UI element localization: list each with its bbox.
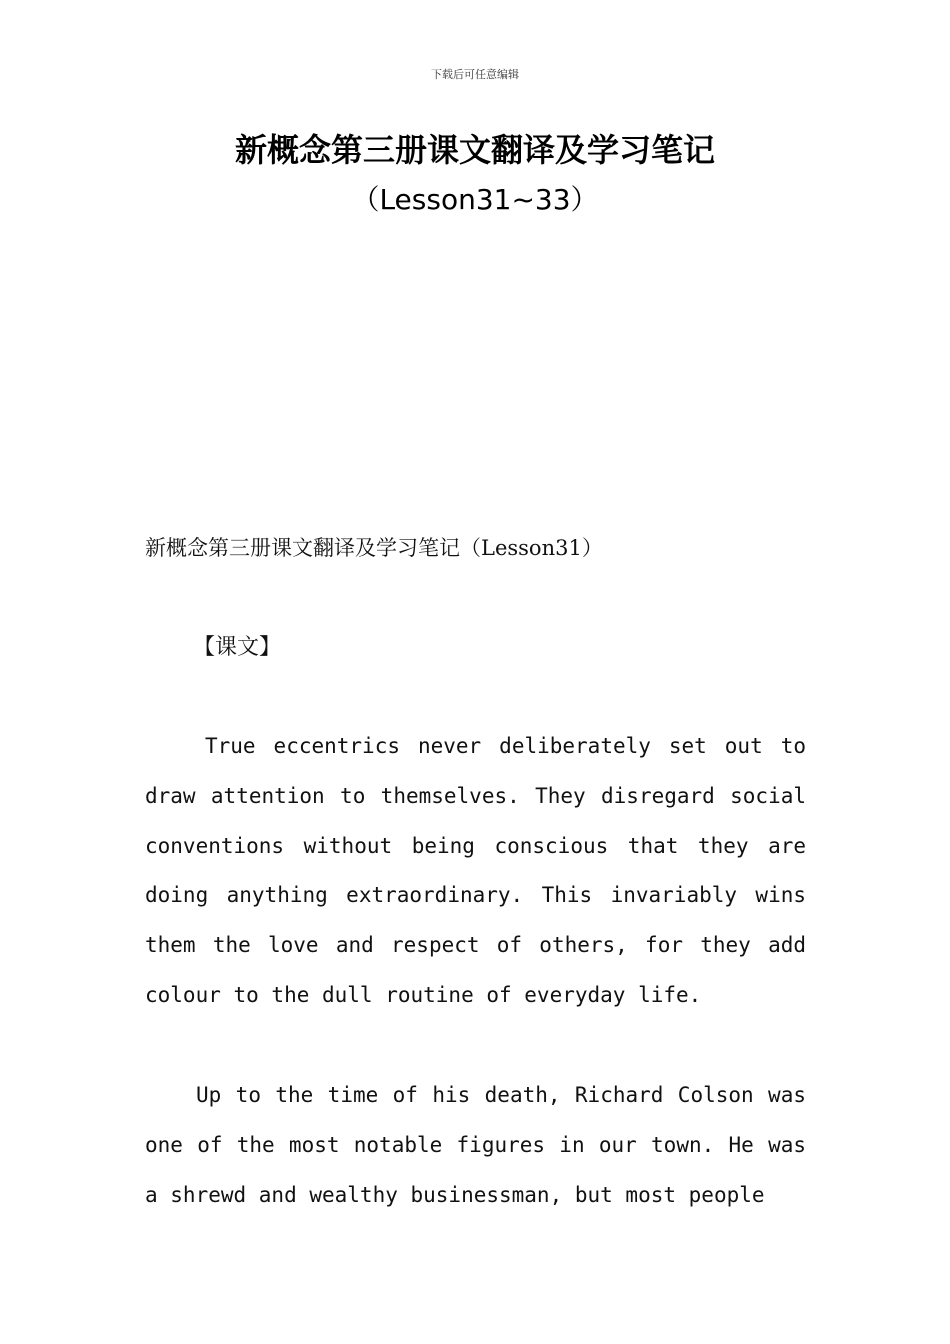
text-label: 【课文】 <box>193 635 282 660</box>
document-title: 新概念第三册课文翻译及学习笔记 <box>234 131 715 169</box>
header-note: 下载后可任意编辑 <box>431 68 519 81</box>
body-paragraph-1: True eccentrics never deliberately set out to draw attention to themselves. They disregard social conventions without being conscious that they are doing anything extraordinary. This invariably wins them the love and respect of others, for they add colour to the dull routine of everyday life. <box>145 734 806 1007</box>
body-paragraph-2: Up to the time of his death, Richard Colson was one of the most notable figures in our town. He was a shrewd and wealthy businessman, but most people <box>145 1083 806 1207</box>
section-heading: 新概念第三册课文翻译及学习笔记（Lesson31） <box>145 536 603 560</box>
document-subtitle: （Lesson31~33） <box>351 183 599 216</box>
